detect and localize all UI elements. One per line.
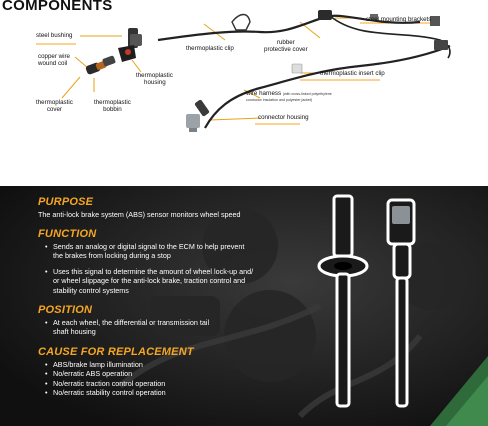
label-connector-housing: connector housing xyxy=(258,114,309,121)
cause-item-text: No/erratic traction control operation xyxy=(53,378,166,388)
position-bullet-1-line-2: shaft housing xyxy=(53,327,96,337)
purpose-text: The anti-lock brake system (ABS) sensor monitors wheel speed xyxy=(38,210,241,219)
function-bullet-1-line-2: the brakes from locking during a stop xyxy=(53,251,171,261)
steel-bushing-part xyxy=(128,28,142,48)
info-panel xyxy=(0,186,488,426)
cause-item xyxy=(45,369,166,379)
label-bobbin-line2: bobbin xyxy=(103,106,122,113)
cause-item xyxy=(45,378,166,388)
label-housing-line2: housing xyxy=(144,79,166,86)
components-illustration xyxy=(0,0,488,186)
label-wire-harness-note-2: conductor insulation and polyester jacket) xyxy=(246,98,313,102)
components-heading: COMPONENTS xyxy=(2,0,113,14)
cause-item-text: No/erratic stability control operation xyxy=(53,387,166,397)
bullet-dot: • xyxy=(45,378,48,388)
position-bullet-1-line-1: At each wheel, the differential or transmission tail xyxy=(53,318,210,327)
label-cover-line1: thermoplastic xyxy=(36,99,73,106)
position-heading: POSITION xyxy=(38,304,93,316)
bullet-dot: • xyxy=(45,369,48,379)
label-copper-wire-line1: copper wire xyxy=(38,53,70,60)
label-thermoplastic-housing xyxy=(136,72,173,86)
label-wire-harness-note-1: (with cross-linked polyethylene xyxy=(282,92,332,96)
bullet-dot: • xyxy=(45,360,48,369)
function-bullet-1 xyxy=(45,242,245,261)
function-bullet-2-line-1: Uses this signal to determine the amount of wheel lock-up and/ xyxy=(53,267,254,276)
label-steel-bushing: steel bushing xyxy=(36,32,73,39)
label-thermoplastic-cover xyxy=(36,99,73,113)
cause-item xyxy=(45,360,166,369)
bullet-dot: • xyxy=(45,267,48,276)
label-copper-wire-wound-coil xyxy=(38,53,70,67)
bullet-dot: • xyxy=(45,387,48,397)
label-copper-wire-line2: wound coil xyxy=(38,60,68,67)
label-thermoplastic-bobbin xyxy=(94,99,131,113)
label-cover-line2: cover xyxy=(46,106,62,113)
label-housing-line1: thermoplastic xyxy=(136,72,173,79)
cause-item xyxy=(45,387,166,397)
purpose-heading: PURPOSE xyxy=(38,196,94,208)
position-bullet-1 xyxy=(45,318,210,337)
components-panel xyxy=(0,0,488,186)
label-rubber-line1: rubber xyxy=(276,39,295,46)
cause-list xyxy=(45,360,166,397)
housing-part xyxy=(118,45,136,62)
label-wire-harness-title: wire harness xyxy=(246,90,282,97)
label-steel-mounting-brackets: steel mounting brackets xyxy=(366,16,432,23)
label-rubber-line2: protective cover xyxy=(264,46,308,53)
bullet-dot: • xyxy=(45,242,48,251)
label-rubber-protective-cover xyxy=(264,39,308,53)
label-bobbin-line1: thermoplastic xyxy=(94,99,131,106)
label-thermoplastic-clip: thermoplastic clip xyxy=(186,45,234,52)
function-bullet-2-line-3: stability control systems xyxy=(53,285,129,295)
cause-item-text: No/erratic ABS operation xyxy=(53,369,133,379)
label-thermoplastic-insert-clip: thermoplastic insert clip xyxy=(320,70,385,77)
function-bullet-2 xyxy=(45,267,254,295)
function-heading: FUNCTION xyxy=(38,228,97,240)
function-bullet-1-line-1: Sends an analog or digital signal to the ECM to help prevent xyxy=(53,242,245,251)
cause-heading: CAUSE FOR REPLACEMENT xyxy=(38,346,194,358)
bullet-dot: • xyxy=(45,318,48,327)
cause-item-text: ABS/brake lamp illumination xyxy=(53,360,143,369)
function-bullet-2-line-2: or wheel slippage for the anti-lock brake, traction control and xyxy=(53,276,246,286)
label-wire-harness xyxy=(246,90,332,103)
